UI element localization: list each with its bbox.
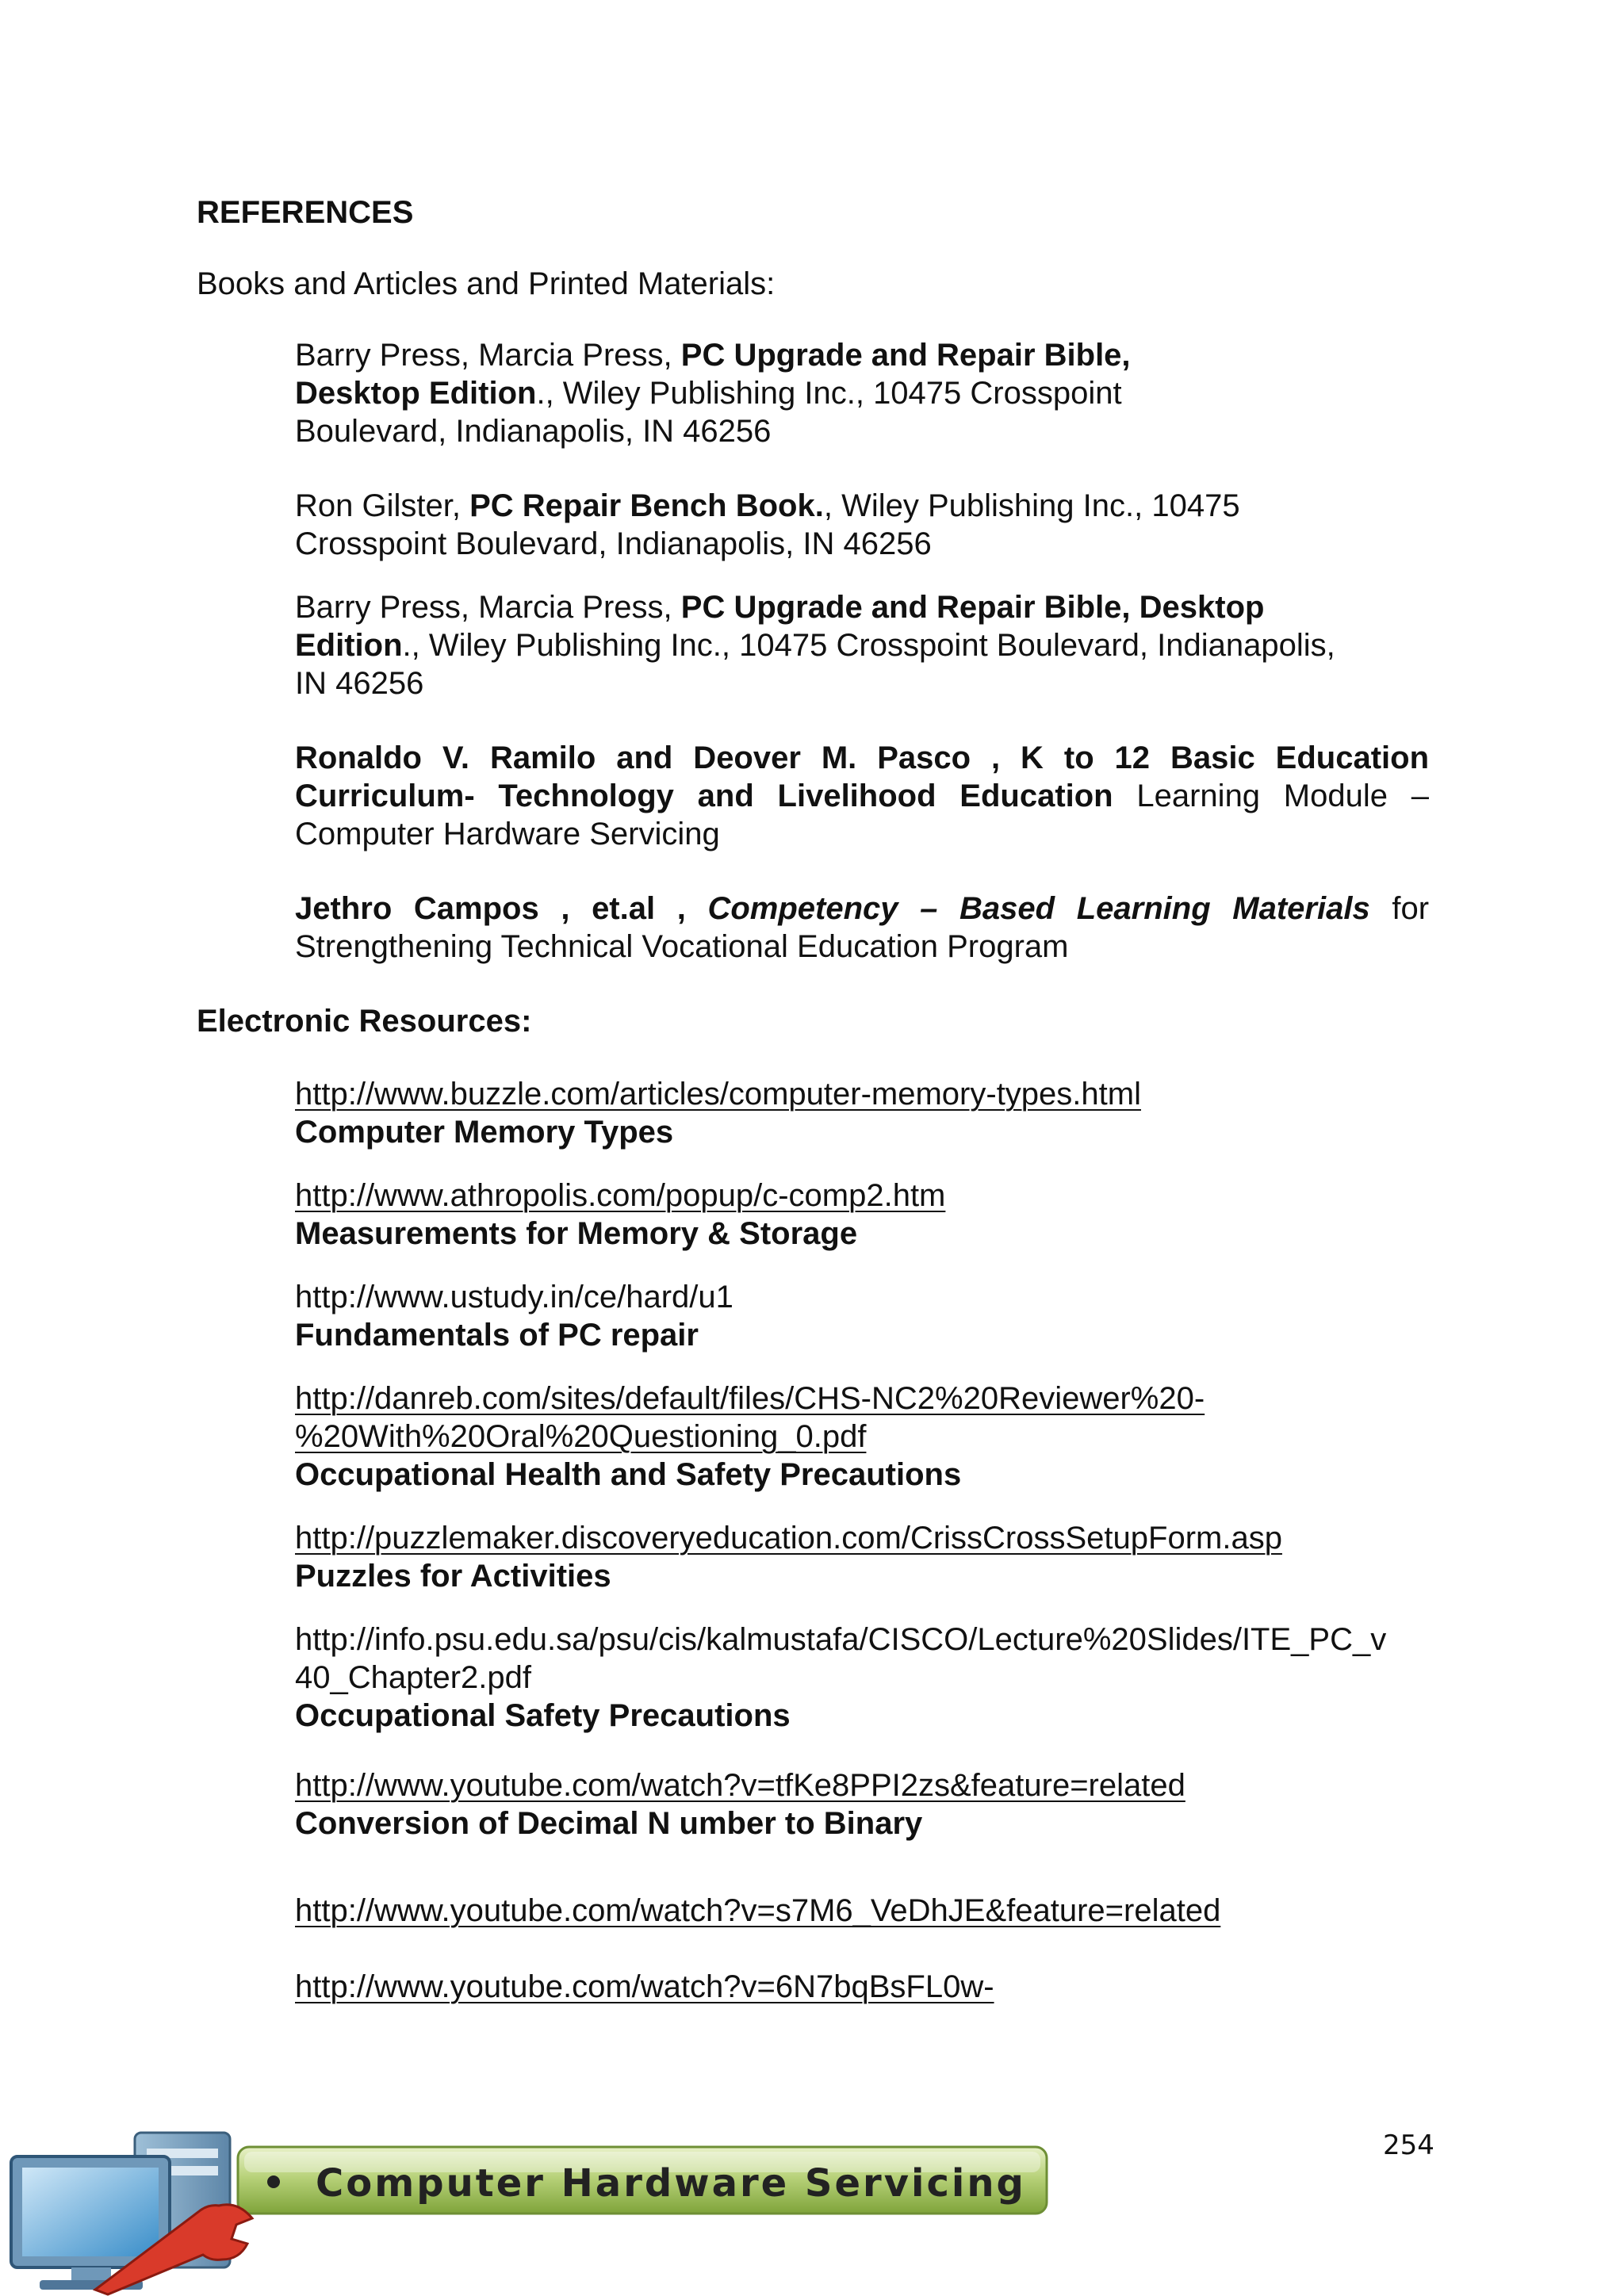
electronic-resource — [295, 1892, 1429, 1930]
resource-title: Fundamentals of PC repair — [295, 1318, 699, 1353]
footer-banner — [0, 2125, 1063, 2296]
footer-banner-text: Computer Hardware Servicing — [316, 2161, 1026, 2206]
books-heading: Books and Articles and Printed Materials: — [197, 266, 776, 301]
book-reference — [295, 487, 1429, 563]
resource-link[interactable]: %20With%20Oral%20Questioning_0.pdf — [295, 1419, 867, 1454]
page-number: 254 — [1383, 2130, 1434, 2161]
resource-title: Occupational Safety Precautions — [295, 1698, 791, 1733]
resource-link[interactable]: http://www.youtube.com/watch?v=s7M6_VeDhJE&feature=related — [295, 1893, 1221, 1928]
resource-link[interactable]: http://www.youtube.com/watch?v=tfKe8PPI2zs&feature=related — [295, 1768, 1185, 1803]
book-description: Learning Module – Computer Hardware Servicing — [295, 779, 1429, 851]
book-publisher: , Wiley Publishing Inc., 10475 — [823, 488, 1240, 523]
electronic-resource — [295, 1766, 1429, 1843]
resource-title: Conversion of Decimal N umber to Binary — [295, 1806, 923, 1841]
book-address: IN 46256 — [295, 666, 424, 701]
resource-url-text: 40_Chapter2.pdf — [295, 1660, 532, 1695]
book-title: PC Repair Bench Book. — [469, 488, 824, 523]
book-authors: Barry Press, Marcia Press, — [295, 590, 681, 625]
book-description: for Strengthening Technical Vocational Education Program — [295, 891, 1430, 964]
electronic-resource — [295, 1519, 1429, 1595]
electronic-resource — [295, 1380, 1429, 1494]
resource-url-text: http://www.ustudy.in/ce/hard/u1 — [295, 1280, 733, 1314]
electronic-resource — [295, 1278, 1429, 1354]
book-publisher: ., Wiley Publishing Inc., 10475 Crosspoint — [536, 376, 1122, 411]
book-authors: Barry Press, Marcia Press, — [295, 338, 681, 373]
resource-link[interactable]: http://danreb.com/sites/default/files/CHS-NC2%20Reviewer%20- — [295, 1381, 1205, 1416]
resource-title: Puzzles for Activities — [295, 1559, 611, 1594]
book-reference — [295, 739, 1429, 853]
book-authors-title: Ronaldo V. Ramilo and Deover M. Pasco , K to 12 Basic Education Curriculum- Technology and Livelihood Education — [295, 740, 1429, 813]
resource-title: Computer Memory Types — [295, 1115, 674, 1150]
resource-link[interactable]: http://puzzlemaker.discoveryeducation.com/CrissCrossSetupForm.asp — [295, 1521, 1282, 1556]
book-title: Competency – Based Learning Materials — [707, 891, 1370, 926]
electronic-resource — [295, 1075, 1429, 1151]
electronic-heading: Electronic Resources: — [197, 1004, 532, 1039]
book-authors: Ron Gilster, — [295, 488, 470, 523]
book-title: Desktop Edition — [295, 376, 537, 411]
book-address: Boulevard, Indianapolis, IN 46256 — [295, 414, 772, 449]
book-title: PC Upgrade and Repair Bible, Desktop — [680, 590, 1265, 625]
book-title: Edition — [295, 628, 403, 663]
electronic-resource — [295, 1177, 1429, 1253]
resource-title: Occupational Health and Safety Precautions — [295, 1457, 962, 1492]
electronic-resource — [295, 1621, 1429, 1735]
resource-title: Measurements for Memory & Storage — [295, 1216, 858, 1251]
book-reference — [295, 890, 1429, 966]
book-reference — [295, 588, 1429, 702]
resource-url-text: http://info.psu.edu.sa/psu/cis/kalmustafa/CISCO/Lecture%20Slides/ITE_PC_v — [295, 1622, 1387, 1657]
book-reference — [295, 336, 1429, 450]
resource-link[interactable]: http://www.buzzle.com/articles/computer-memory-types.html — [295, 1077, 1141, 1112]
book-publisher: ., Wiley Publishing Inc., 10475 Crosspoint Boulevard, Indianapolis, — [402, 628, 1335, 663]
electronic-resource — [295, 1968, 1429, 2006]
page-title: REFERENCES — [197, 195, 414, 230]
book-address: Crosspoint Boulevard, Indianapolis, IN 46256 — [295, 526, 932, 561]
resource-link[interactable]: http://www.athropolis.com/popup/c-comp2.htm — [295, 1178, 946, 1213]
book-title: PC Upgrade and Repair Bible, — [680, 338, 1131, 373]
book-authors: Jethro Campos , et.al , — [295, 891, 708, 926]
resource-link[interactable]: http://www.youtube.com/watch?v=6N7bqBsFL0w- — [295, 1969, 994, 2004]
